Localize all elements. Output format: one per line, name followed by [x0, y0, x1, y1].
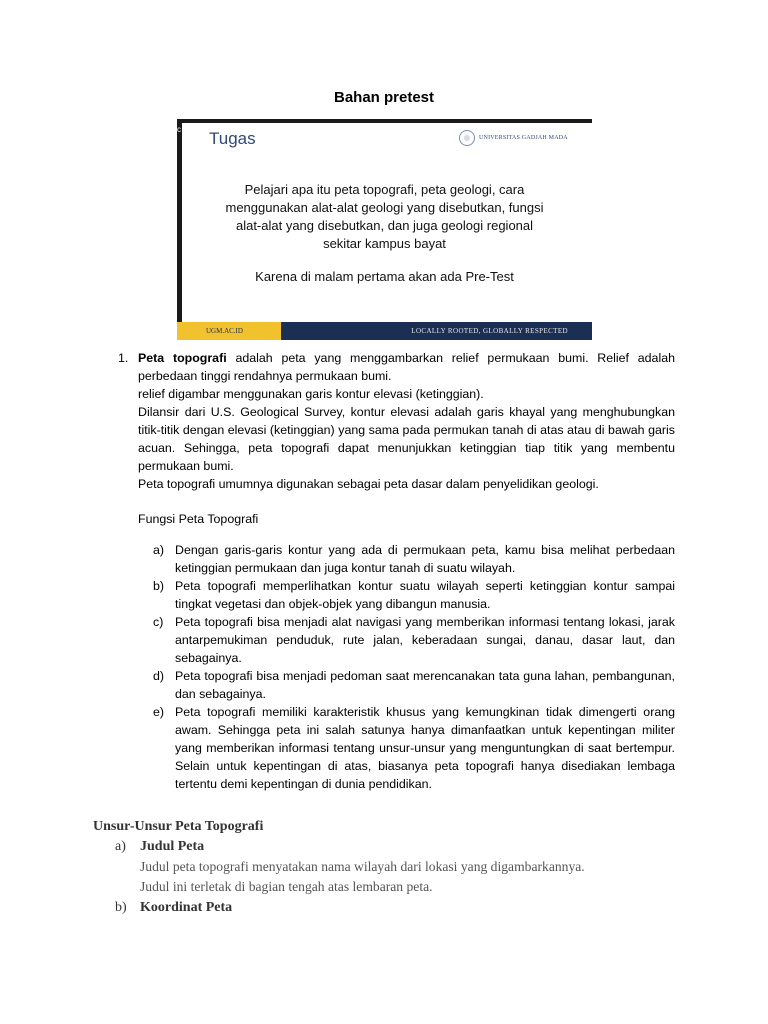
relief-line: relief digambar menggunakan garis kontur elevasi (ketinggian). — [138, 387, 484, 401]
list-item-label: b) — [153, 579, 165, 593]
list-item-text: Peta topografi bisa menjadi pedoman saat merencanakan tata guna lahan, pembangunan, dan sebagainya. — [175, 669, 675, 701]
list-item — [153, 613, 675, 667]
list-item-label: e) — [153, 705, 165, 719]
list-item-text: Peta topografi memiliki karakteristik khusus yang kemungkinan tidak dimengerti orang awam. Sehingga peta ini salah satunya hanya dimanfaatkan untuk kepentingan militer yang memberikan informasi tentang unsur-unsur yang menguntungkan di saat bertempur. Selain untuk kepentingan di atas, biasanya peta topografi hanya disediakan lembaga tertentu demi kepentingan di dunia pendidikan. — [175, 705, 675, 791]
section-peta-topografi — [118, 349, 675, 793]
university-logo-text: UNIVERSITAS GADJAH MADA — [479, 135, 568, 141]
list-item — [153, 703, 675, 793]
slide-body-line: alat-alat yang disebutkan, dan juga geologi regional — [235, 218, 534, 233]
list-item-text: Peta topografi bisa menjadi alat navigasi yang memberikan informasi tentang lokasi, jarak antarpemukiman penduduk, rute jalan, keberadaan sungai, danau, dasar laut, dan sebagainya. — [175, 615, 675, 665]
unsur-item-text: Judul peta topografi menyatakan nama wilayah dari lokasi yang digambarkannya. — [140, 859, 585, 874]
slide-body-line: Pelajari apa itu peta topografi, peta geologi, cara — [244, 182, 525, 197]
usage-line: Peta topografi umumnya digunakan sebagai peta dasar dalam penyelidikan geologi. — [138, 477, 599, 491]
fungsi-list — [153, 541, 675, 793]
definition-text: adalah peta yang menggambarkan relief permukaan bumi. Relief adalah — [226, 351, 675, 365]
page-title: Bahan pretest — [333, 89, 435, 106]
slide-edge-glyph: c — [177, 125, 181, 134]
list-item — [153, 577, 675, 613]
university-logo — [459, 128, 584, 148]
slide-body — [197, 181, 572, 253]
unsur-item-koordinat — [93, 897, 693, 918]
unsur-item-text: Judul ini terletak di bagian tengah atas lembaran peta. — [140, 879, 433, 894]
list-item-text: Peta topografi memperlihatkan kontur suatu wilayah seperti ketinggian kontur sampai tingkat vegetasi dan objek-objek yang dibangun manusia. — [175, 579, 675, 611]
slide-body-line: menggunakan alat-alat geologi yang disebutkan, fungsi — [225, 200, 544, 215]
list-item-label: d) — [153, 669, 165, 683]
list-item-label: a) — [153, 543, 165, 557]
slide-top-edge — [177, 119, 592, 123]
list-item-label: c) — [153, 615, 164, 629]
list-item — [153, 667, 675, 703]
slide-note: Karena di malam pertama akan ada Pre-Test — [255, 269, 514, 284]
slide-image — [177, 119, 592, 340]
section-unsur-peta — [93, 817, 693, 918]
slide-footer-tagline: LOCALLY ROOTED, GLOBALLY RESPECTED — [281, 322, 592, 340]
definition-line-2: perbedaan tinggi rendahnya permukaan bumi. — [138, 369, 392, 383]
definition-line — [138, 349, 675, 367]
list-item — [153, 541, 675, 577]
unsur-item-heading: Koordinat Peta — [140, 900, 233, 915]
unsur-item-heading: Judul Peta — [140, 839, 205, 854]
slide-footer — [177, 322, 592, 340]
usgs-paragraph: Dilansir dari U.S. Geological Survey, kontur elevasi adalah garis khayal yang menghubungkan titik-titik dengan elevasi (ketinggian) yang sama pada permukan tanah di atas atau di bawah garis acuan. Sehingga, peta topografi dapat menunjukkan ketinggian tiap titik yang membentu permukaan bumi. — [138, 405, 675, 473]
unsur-heading: Unsur-Unsur Peta Topografi — [93, 819, 264, 834]
list-number: 1. — [118, 351, 129, 365]
unsur-item-judul — [93, 836, 693, 897]
slide-left-edge — [177, 119, 182, 340]
fungsi-heading: Fungsi Peta Topografi — [138, 512, 259, 526]
unsur-item-label: a) — [115, 839, 126, 854]
slide-body-line: sekitar kampus bayat — [323, 236, 446, 251]
unsur-item-label: b) — [115, 900, 127, 915]
list-item-text: Dengan garis-garis kontur yang ada di permukaan peta, kamu bisa melihat perbedaan ketinggian permukaan dan juga kontur tanah di suatu wilayah. — [175, 543, 675, 575]
slide-heading: Tugas — [209, 129, 256, 148]
university-seal-icon — [459, 130, 475, 146]
slide-footer-url: UGM.AC.ID — [177, 322, 281, 340]
term-peta-topografi: Peta topografi — [138, 351, 227, 365]
